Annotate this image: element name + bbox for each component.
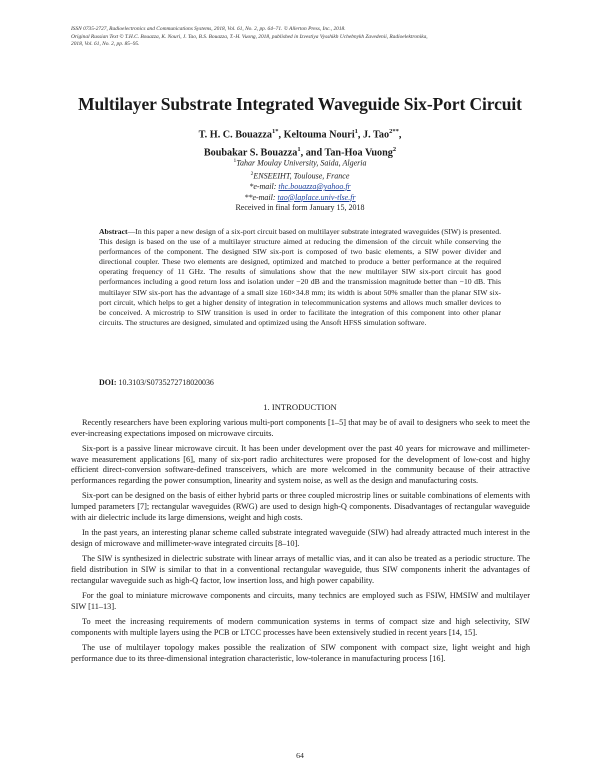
author-name: T. H. C. Bouazza — [198, 129, 273, 141]
section-heading: 1. INTRODUCTION — [263, 402, 337, 412]
header-line: ISSN 0735-2727, Radioelectronics and Communications Systems, 2018, Vol. 61, No. 2, pp. 64–71. © Allerton Press, Inc., 2018. — [71, 26, 346, 32]
page-number: 64 — [296, 751, 304, 760]
header-line: 2018, Vol. 61, No. 2, pp. 85–95. — [71, 41, 140, 48]
paper-title: Multilayer Substrate Integrated Waveguide Six-Port Circuit — [78, 94, 522, 114]
email-link[interactable]: thc.bouazza@yahoo.fr — [278, 182, 351, 192]
author-affil-mark: 1 — [354, 128, 358, 135]
paragraph: Six-port is a passive linear microwave circuit. It has been under development over the past 40 years for microwave and millimeter-wave measurement applications [6], many of six-port radio architectures were proposed for the development of low-cost and highy efficient direct-conversion software-defined transceivers, which are more welcomed in the community because of their attractive performances regarding the power consumption, linearity and system noise, as well as the design and manufacturing costs. — [71, 444, 530, 486]
body-text — [71, 418, 530, 669]
affiliation-line: $^2$ENSEEIHT, Toulouse, France — [250, 171, 350, 181]
author-affil-mark: 2** — [389, 128, 399, 135]
affiliation-text: Tahar Moulay University, Saida, Algeria — [236, 158, 367, 168]
affiliation-line: $^1$Tahar Moulay University, Saida, Algeria — [233, 158, 367, 168]
doi-value[interactable]: 10.3103/S0735272718020036 — [118, 378, 214, 387]
abstract — [99, 227, 501, 328]
author-affil-mark: 2 — [392, 146, 397, 154]
paragraph: The SIW is synthesized in dielectric substrate with linear arrays of metallic vias, and it can also be treated as a periodic structure. The field distribution in SIW is similar to that in a conventional rectangular waveguide, thus SIW components inherit the advantages of rectangular waveguide such as high-Q factor, low insertion loss, and high power capability. — [71, 554, 530, 585]
paragraph: To meet the increasing requirements of modern communication systems in terms of compact size and high selectivity, SIW components with multiple layers using the PCB or LTCC processes have been extensively studied in recent years [14, 15]. — [71, 616, 530, 637]
abstract-text: —In this paper a new design of a six-port circuit based on multilayer substrate integrated waveguides (SIW) is presented. This design is based on the use of a multilayer structure aimed at reducing the dimension of the circuit while conserving the performances of the component. The designed SIW six-port is composed of two basic elements, a SIW power divider and directional coupler. These two elements are designed, optimized and matched to produce a better performance at the required operating frequency of 11 GHz. The results of simulations show that the new multilayer SIW six-port circuit has good performances including a good return loss and isolation under −20 dB and the transmission magnitude better than −10 dB. This multilayer SIW six-port has the advantage of a small size 160×34.8 mm; its width is about 50% smaller than the planar SIW six-port circuit, which helps to get a higher density of integration in telecommunication systems and allows much smaller devices to be conceived. A microstrip to SIW transition is used in order to facilitate the integration of this component into other planar circuits. The structures are designed, simulated and optimized using the Ansoft HFSS simulation software. — [99, 227, 501, 327]
author-name: J. Tao — [363, 129, 390, 141]
paragraph: Recently researchers have been exploring various multi-port components [1–5] that may be of avail to designers who seek to meet the ever-increasing expectations imposed on microwave circuits. — [71, 418, 530, 438]
paragraph: In the past years, an interesting planar scheme called substrate integrated waveguide (SIW) had already attracted much interest in the design of microwave and millimeter-wave integrated circuits [8–10]. — [71, 528, 530, 548]
author-line: T. H. C. Bouazza$^{1*}$, Keltouma Nouri$^1$, J. Tao$^{2**}$, — [198, 128, 402, 141]
affiliations — [0, 156, 600, 213]
abstract-label: Abstract — [99, 227, 128, 236]
author-name: Keltouma Nouri — [283, 129, 355, 141]
doi — [99, 378, 501, 387]
paragraph: Six-port can be designed on the basis of either hybrid parts or three coupled microstrip lines or suitable combinations of elements with lumped parameters [7]; rectangular waveguides (RWG) are used to design high-Q components. Disadvantages of rectangular waveguide with air dielectric include its large dimensions, weight and high costs. — [71, 491, 530, 522]
author-line: Boubakar S. Bouazza$^1$, and Tan-Hoa Vuong$^2$ — [203, 146, 397, 159]
email-link[interactable]: tao@laplace.univ-tlse.fr — [277, 192, 356, 202]
received-date: Received in final form January 15, 2018 — [235, 202, 365, 212]
email-line: **e-mail: tao@laplace.univ-tlse.fr — [244, 192, 356, 202]
author-name: Boubakar S. Bouazza — [203, 147, 298, 159]
journal-header — [71, 26, 531, 49]
author-name: and Tan-Hoa Vuong — [305, 147, 393, 159]
author-affil-mark: 1 — [297, 146, 301, 154]
paragraph: The use of multilayer topology makes possible the realization of SIW component with compact size, light weight and high performance due to its three-dimensional integration characteristic, low-tolerance in manufacturing process [16]. — [71, 642, 530, 663]
doi-label: DOI: — [99, 378, 117, 387]
header-line: Original Russian Text © T.H.C. Bouazza, K. Nouri, J. Tao, B.S. Bouazza, T.-H. Vuong, 2018, published in Izvestiya Vysshikh Uchebnykh Zavedenii, Radioelektronika, — [71, 33, 428, 40]
email-line: *e-mail: thc.bouazza@yahoo.fr — [249, 182, 351, 192]
author-affil-mark: 1* — [272, 128, 279, 135]
affiliation-text: ENSEEIHT, Toulouse, France — [253, 171, 350, 181]
paragraph: For the goal to miniature microwave components and circuits, many technics are employed such as FSIW, HMSIW and multilayer SIW [11–13]. — [71, 590, 530, 611]
